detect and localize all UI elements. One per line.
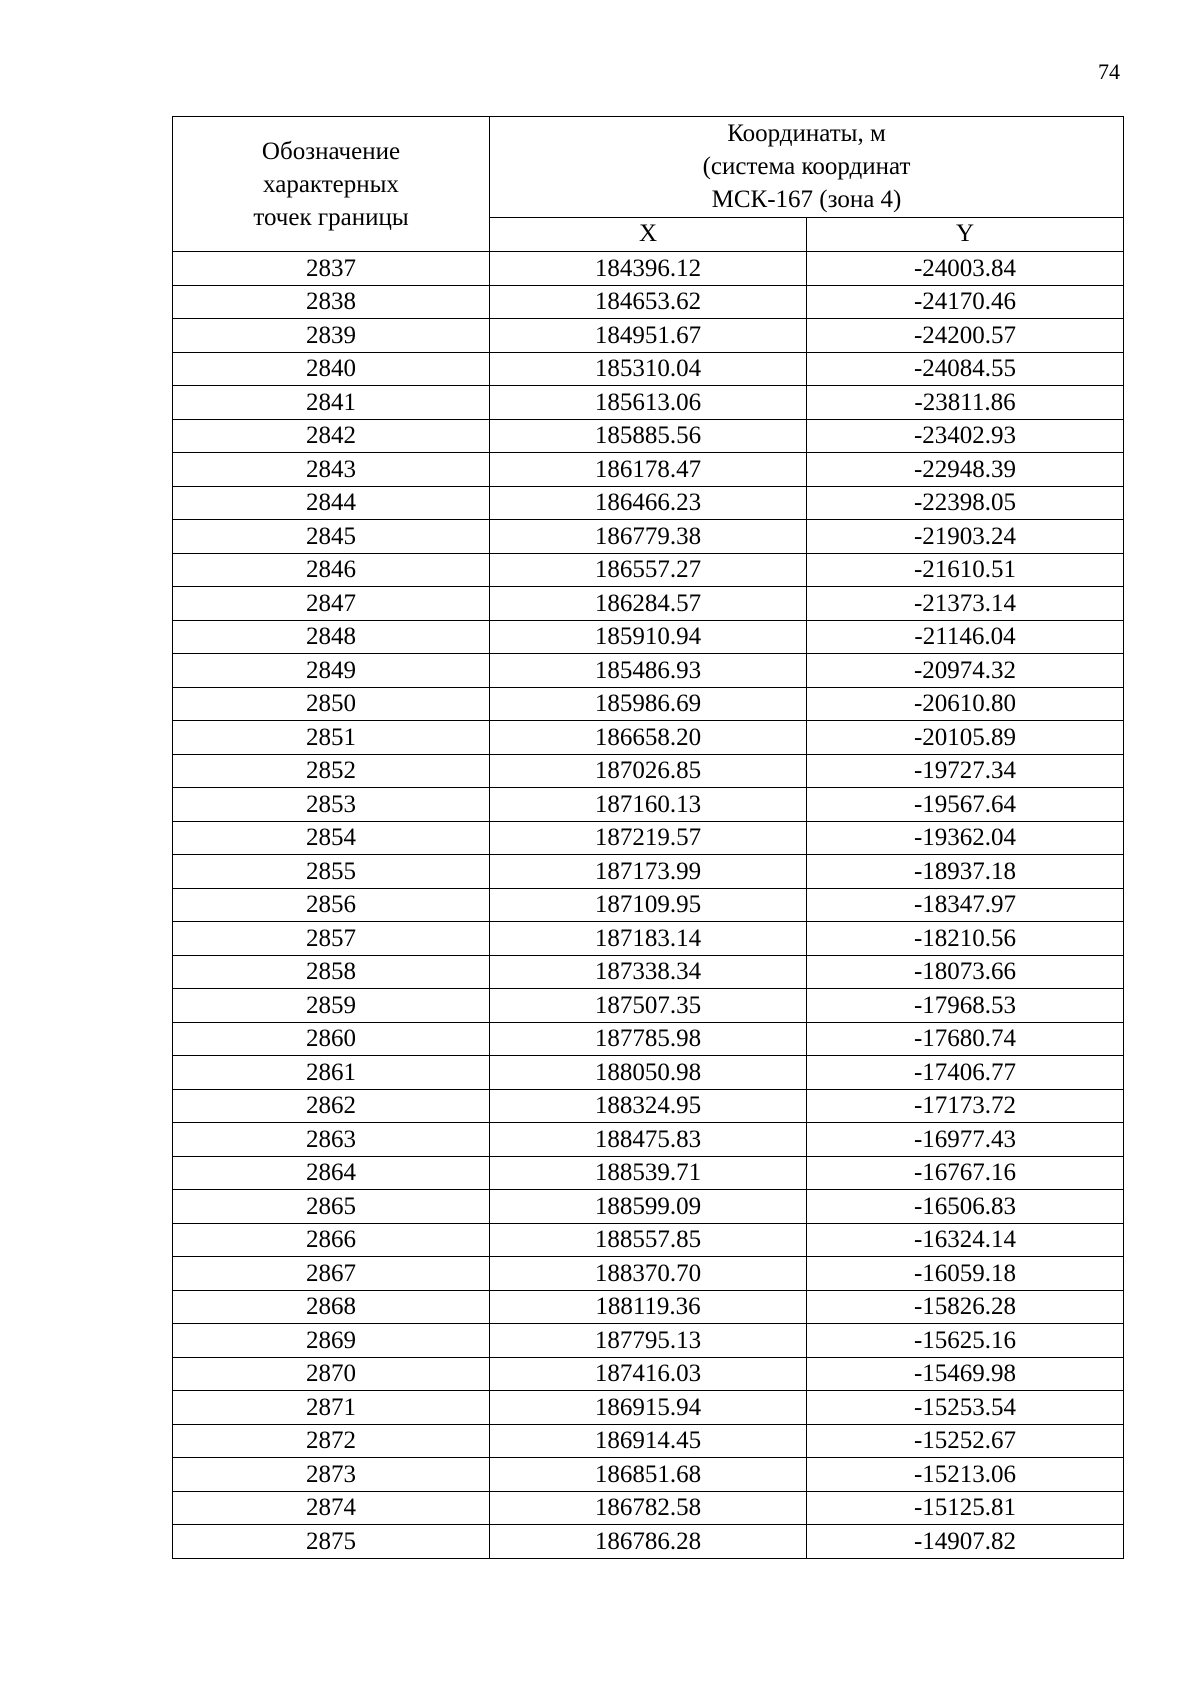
cell-y: -24084.55 bbox=[807, 352, 1124, 386]
cell-point: 2854 bbox=[173, 821, 490, 855]
table-row bbox=[173, 955, 1124, 989]
table-row bbox=[173, 687, 1124, 721]
header-coords-line-3: МСК-167 (зона 4) bbox=[711, 186, 902, 214]
table-row bbox=[173, 1525, 1124, 1559]
cell-point: 2848 bbox=[173, 620, 490, 654]
table-row bbox=[173, 855, 1124, 889]
table-row bbox=[173, 1156, 1124, 1190]
table-row bbox=[173, 520, 1124, 554]
cell-x: 185910.94 bbox=[490, 620, 807, 654]
cell-x: 186786.28 bbox=[490, 1525, 807, 1559]
cell-x: 184951.67 bbox=[490, 319, 807, 353]
cell-point: 2838 bbox=[173, 285, 490, 319]
cell-point: 2853 bbox=[173, 788, 490, 822]
table-row bbox=[173, 453, 1124, 487]
header-point-line-3: точек границы bbox=[253, 203, 409, 231]
table-row bbox=[173, 1056, 1124, 1090]
header-point-line-1: Обозначение bbox=[261, 137, 401, 165]
cell-point: 2862 bbox=[173, 1089, 490, 1123]
cell-y: -15253.54 bbox=[807, 1391, 1124, 1425]
cell-x: 186557.27 bbox=[490, 553, 807, 587]
cell-x: 186914.45 bbox=[490, 1424, 807, 1458]
cell-x: 187795.13 bbox=[490, 1324, 807, 1358]
table-row bbox=[173, 252, 1124, 286]
cell-point: 2861 bbox=[173, 1056, 490, 1090]
table-row bbox=[173, 1491, 1124, 1525]
cell-point: 2850 bbox=[173, 687, 490, 721]
cell-point: 2852 bbox=[173, 754, 490, 788]
header-coords-line-2: (система координат bbox=[702, 153, 911, 181]
cell-y: -23811.86 bbox=[807, 386, 1124, 420]
table-row bbox=[173, 989, 1124, 1023]
table-row bbox=[173, 285, 1124, 319]
table-row bbox=[173, 1022, 1124, 1056]
cell-x: 187785.98 bbox=[490, 1022, 807, 1056]
cell-y: -23402.93 bbox=[807, 419, 1124, 453]
cell-x: 188324.95 bbox=[490, 1089, 807, 1123]
table-row bbox=[173, 1324, 1124, 1358]
cell-point: 2867 bbox=[173, 1257, 490, 1291]
table-row bbox=[173, 1458, 1124, 1492]
cell-y: -21610.51 bbox=[807, 553, 1124, 587]
cell-x: 188475.83 bbox=[490, 1123, 807, 1157]
cell-x: 188557.85 bbox=[490, 1223, 807, 1257]
cell-x: 187173.99 bbox=[490, 855, 807, 889]
cell-point: 2869 bbox=[173, 1324, 490, 1358]
cell-y: -17406.77 bbox=[807, 1056, 1124, 1090]
cell-x: 186284.57 bbox=[490, 587, 807, 621]
table-row bbox=[173, 587, 1124, 621]
cell-y: -17173.72 bbox=[807, 1089, 1124, 1123]
cell-point: 2849 bbox=[173, 654, 490, 688]
cell-y: -15252.67 bbox=[807, 1424, 1124, 1458]
cell-y: -24003.84 bbox=[807, 252, 1124, 286]
cell-y: -18347.97 bbox=[807, 888, 1124, 922]
cell-y: -18210.56 bbox=[807, 922, 1124, 956]
header-y: Y bbox=[807, 217, 1124, 251]
cell-x: 185613.06 bbox=[490, 386, 807, 420]
cell-y: -16059.18 bbox=[807, 1257, 1124, 1291]
cell-y: -24200.57 bbox=[807, 319, 1124, 353]
cell-y: -14907.82 bbox=[807, 1525, 1124, 1559]
cell-y: -15213.06 bbox=[807, 1458, 1124, 1492]
cell-x: 184653.62 bbox=[490, 285, 807, 319]
table-row bbox=[173, 1190, 1124, 1224]
cell-x: 187183.14 bbox=[490, 922, 807, 956]
cell-x: 188119.36 bbox=[490, 1290, 807, 1324]
cell-point: 2858 bbox=[173, 955, 490, 989]
cell-x: 186178.47 bbox=[490, 453, 807, 487]
cell-point: 2840 bbox=[173, 352, 490, 386]
cell-y: -18073.66 bbox=[807, 955, 1124, 989]
cell-y: -22398.05 bbox=[807, 486, 1124, 520]
header-point-designation bbox=[173, 117, 490, 252]
cell-x: 187338.34 bbox=[490, 955, 807, 989]
cell-y: -17968.53 bbox=[807, 989, 1124, 1023]
cell-y: -20974.32 bbox=[807, 654, 1124, 688]
table-row bbox=[173, 352, 1124, 386]
cell-x: 185310.04 bbox=[490, 352, 807, 386]
cell-point: 2857 bbox=[173, 922, 490, 956]
table-row bbox=[173, 788, 1124, 822]
cell-x: 187026.85 bbox=[490, 754, 807, 788]
cell-y: -21903.24 bbox=[807, 520, 1124, 554]
cell-x: 186466.23 bbox=[490, 486, 807, 520]
table-row bbox=[173, 922, 1124, 956]
cell-x: 188599.09 bbox=[490, 1190, 807, 1224]
cell-point: 2859 bbox=[173, 989, 490, 1023]
cell-y: -16506.83 bbox=[807, 1190, 1124, 1224]
cell-y: -18937.18 bbox=[807, 855, 1124, 889]
cell-point: 2872 bbox=[173, 1424, 490, 1458]
cell-point: 2839 bbox=[173, 319, 490, 353]
cell-point: 2856 bbox=[173, 888, 490, 922]
header-point-line-2: характерных bbox=[263, 170, 399, 198]
cell-x: 187109.95 bbox=[490, 888, 807, 922]
table-row bbox=[173, 721, 1124, 755]
table-row bbox=[173, 319, 1124, 353]
cell-y: -19362.04 bbox=[807, 821, 1124, 855]
cell-point: 2847 bbox=[173, 587, 490, 621]
table-row bbox=[173, 1290, 1124, 1324]
cell-x: 187416.03 bbox=[490, 1357, 807, 1391]
cell-y: -16977.43 bbox=[807, 1123, 1124, 1157]
table-row bbox=[173, 553, 1124, 587]
table-row bbox=[173, 754, 1124, 788]
cell-y: -20610.80 bbox=[807, 687, 1124, 721]
cell-point: 2864 bbox=[173, 1156, 490, 1190]
cell-point: 2875 bbox=[173, 1525, 490, 1559]
table-body bbox=[173, 252, 1124, 1559]
cell-point: 2866 bbox=[173, 1223, 490, 1257]
coordinates-table bbox=[172, 116, 1124, 1559]
table-row bbox=[173, 1123, 1124, 1157]
cell-y: -15625.16 bbox=[807, 1324, 1124, 1358]
table-row bbox=[173, 1089, 1124, 1123]
table-row bbox=[173, 419, 1124, 453]
header-x: X bbox=[490, 217, 807, 251]
table-row bbox=[173, 1424, 1124, 1458]
cell-y: -15826.28 bbox=[807, 1290, 1124, 1324]
table-row bbox=[173, 1223, 1124, 1257]
cell-point: 2845 bbox=[173, 520, 490, 554]
cell-point: 2844 bbox=[173, 486, 490, 520]
cell-x: 187219.57 bbox=[490, 821, 807, 855]
cell-point: 2842 bbox=[173, 419, 490, 453]
table-row bbox=[173, 821, 1124, 855]
cell-point: 2873 bbox=[173, 1458, 490, 1492]
table-row bbox=[173, 486, 1124, 520]
cell-point: 2841 bbox=[173, 386, 490, 420]
cell-point: 2851 bbox=[173, 721, 490, 755]
cell-y: -21373.14 bbox=[807, 587, 1124, 621]
header-coordinates bbox=[490, 117, 1124, 218]
cell-x: 188050.98 bbox=[490, 1056, 807, 1090]
cell-x: 185486.93 bbox=[490, 654, 807, 688]
cell-y: -16767.16 bbox=[807, 1156, 1124, 1190]
cell-x: 187507.35 bbox=[490, 989, 807, 1023]
table-row bbox=[173, 620, 1124, 654]
cell-x: 187160.13 bbox=[490, 788, 807, 822]
cell-y: -17680.74 bbox=[807, 1022, 1124, 1056]
cell-x: 185986.69 bbox=[490, 687, 807, 721]
cell-x: 186851.68 bbox=[490, 1458, 807, 1492]
cell-x: 186915.94 bbox=[490, 1391, 807, 1425]
table-row bbox=[173, 888, 1124, 922]
table-row bbox=[173, 654, 1124, 688]
cell-x: 188539.71 bbox=[490, 1156, 807, 1190]
cell-point: 2846 bbox=[173, 553, 490, 587]
cell-x: 188370.70 bbox=[490, 1257, 807, 1291]
cell-point: 2855 bbox=[173, 855, 490, 889]
cell-y: -19727.34 bbox=[807, 754, 1124, 788]
cell-point: 2868 bbox=[173, 1290, 490, 1324]
cell-y: -15469.98 bbox=[807, 1357, 1124, 1391]
cell-y: -19567.64 bbox=[807, 788, 1124, 822]
cell-point: 2874 bbox=[173, 1491, 490, 1525]
cell-point: 2863 bbox=[173, 1123, 490, 1157]
cell-point: 2860 bbox=[173, 1022, 490, 1056]
cell-x: 186658.20 bbox=[490, 721, 807, 755]
cell-y: -15125.81 bbox=[807, 1491, 1124, 1525]
cell-point: 2871 bbox=[173, 1391, 490, 1425]
table-row bbox=[173, 1357, 1124, 1391]
cell-y: -21146.04 bbox=[807, 620, 1124, 654]
cell-x: 186779.38 bbox=[490, 520, 807, 554]
cell-point: 2843 bbox=[173, 453, 490, 487]
cell-y: -16324.14 bbox=[807, 1223, 1124, 1257]
cell-y: -20105.89 bbox=[807, 721, 1124, 755]
cell-y: -22948.39 bbox=[807, 453, 1124, 487]
table-header bbox=[173, 117, 1124, 252]
cell-x: 185885.56 bbox=[490, 419, 807, 453]
table-row bbox=[173, 1257, 1124, 1291]
cell-point: 2870 bbox=[173, 1357, 490, 1391]
table-row bbox=[173, 386, 1124, 420]
header-coords-line-1: Координаты, м bbox=[727, 120, 886, 148]
page-number: 74 bbox=[1098, 59, 1120, 84]
cell-x: 186782.58 bbox=[490, 1491, 807, 1525]
cell-point: 2865 bbox=[173, 1190, 490, 1224]
cell-y: -24170.46 bbox=[807, 285, 1124, 319]
table-row bbox=[173, 1391, 1124, 1425]
cell-point: 2837 bbox=[173, 252, 490, 286]
cell-x: 184396.12 bbox=[490, 252, 807, 286]
